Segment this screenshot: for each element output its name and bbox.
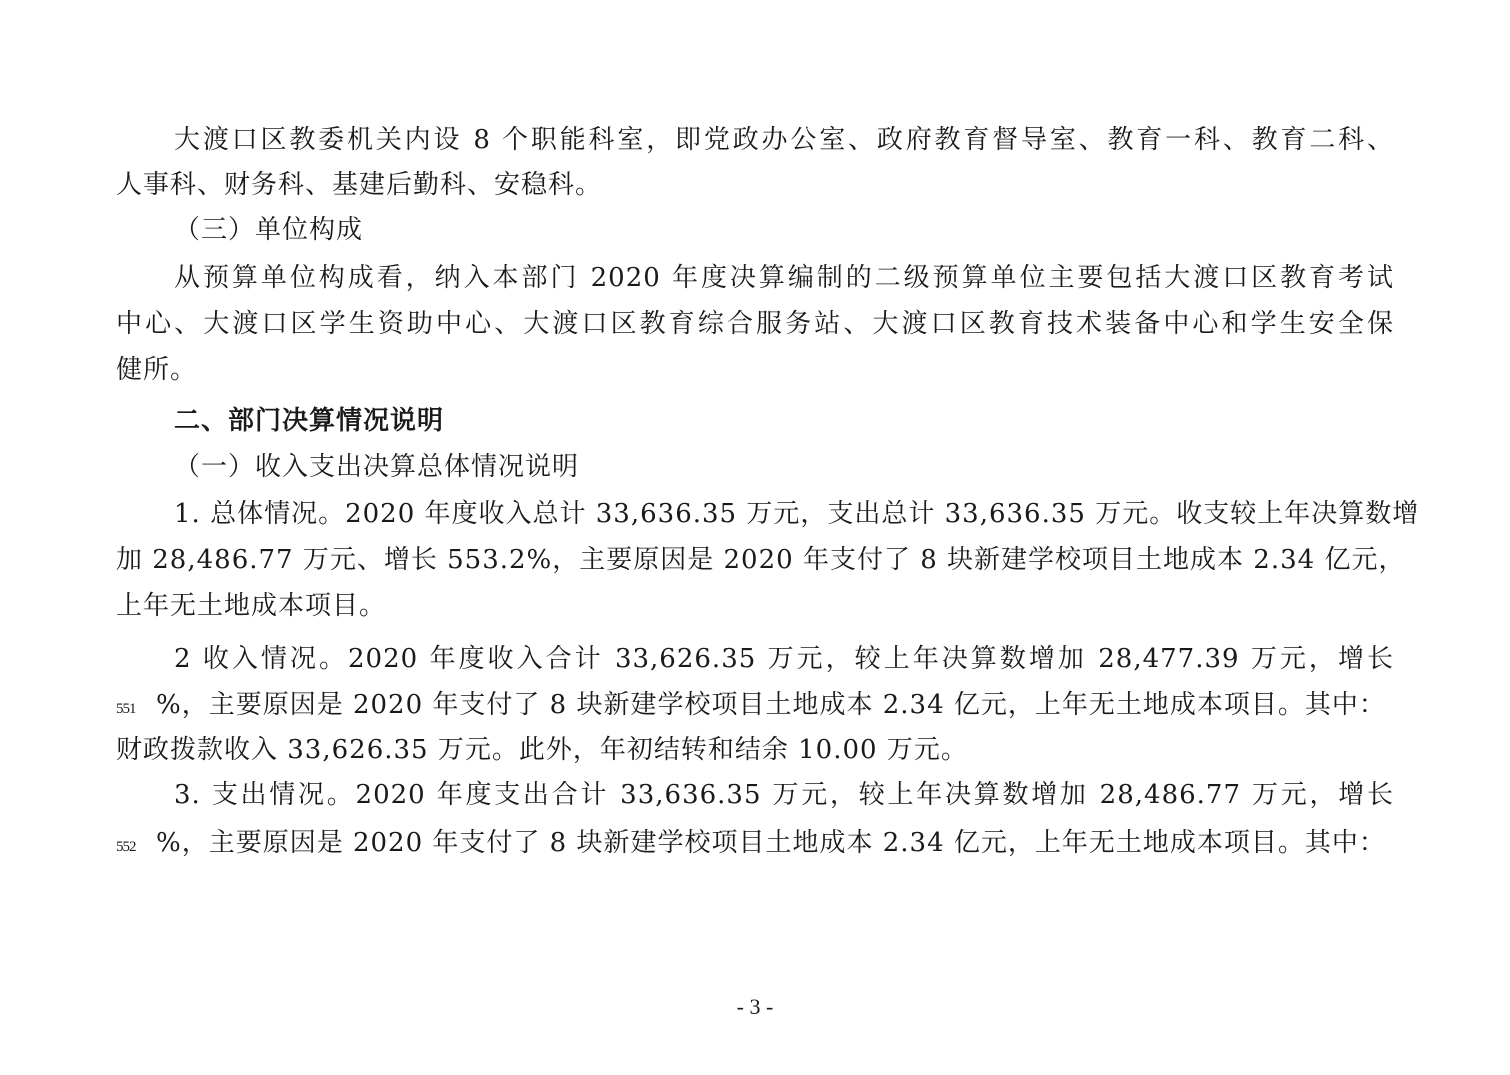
paragraph-line: 上年无土地成本项目。 xyxy=(116,591,387,621)
section-heading: 二、部门决算情况说明 xyxy=(174,406,445,436)
paragraph-line: 1. 总体情况。2020 年度收入总计 33,636.35 万元，支出总计 33,636.35 万元。收支较上年决算数增 xyxy=(174,499,1420,529)
paragraph-line: 大渡口区教委机关内设 8 个职能科室，即党政办公室、政府教育督导室、教育一科、教育二科、 xyxy=(174,125,1394,155)
growth-rate-number: 551 xyxy=(116,701,136,717)
section-subheading: （三）单位构成 xyxy=(174,215,364,245)
paragraph-line-text: %，主要原因是 2020 年支付了 8 块新建学校项目土地成本 2.34 亿元，上年无土地成本项目。其中： xyxy=(156,828,1386,858)
page-number: - 3 - xyxy=(736,994,774,1019)
paragraph-line: 人事科、财务科、基建后勤科、安稳科。 xyxy=(116,170,603,200)
section-subheading: （一）收入支出决算总体情况说明 xyxy=(174,452,580,482)
growth-rate-number: 552 xyxy=(116,839,136,855)
paragraph-line xyxy=(116,828,1386,862)
paragraph-line xyxy=(116,690,1386,724)
paragraph-line: 财政拨款收入 33,626.35 万元。此外，年初结转和结余 10.00 万元。 xyxy=(116,735,968,765)
paragraph-line: 3. 支出情况。2020 年度支出合计 33,636.35 万元，较上年决算数增加 28,486.77 万元，增长 xyxy=(174,780,1394,810)
paragraph-line: 中心、大渡口区学生资助中心、大渡口区教育综合服务站、大渡口区教育技术装备中心和学生安全保 xyxy=(116,309,1394,339)
paragraph-line-text: %，主要原因是 2020 年支付了 8 块新建学校项目土地成本 2.34 亿元，上年无土地成本项目。其中： xyxy=(156,690,1386,720)
paragraph-line: 2 收入情况。2020 年度收入合计 33,626.35 万元，较上年决算数增加 28,477.39 万元，增长 xyxy=(174,644,1394,674)
paragraph-line: 健所。 xyxy=(116,355,198,385)
paragraph-line: 加 28,486.77 万元、增长 553.2%，主要原因是 2020 年支付了 8 块新建学校项目土地成本 2.34 亿元， xyxy=(116,545,1406,575)
paragraph-line: 从预算单位构成看，纳入本部门 2020 年度决算编制的二级预算单位主要包括大渡口区教育考试 xyxy=(174,263,1394,293)
